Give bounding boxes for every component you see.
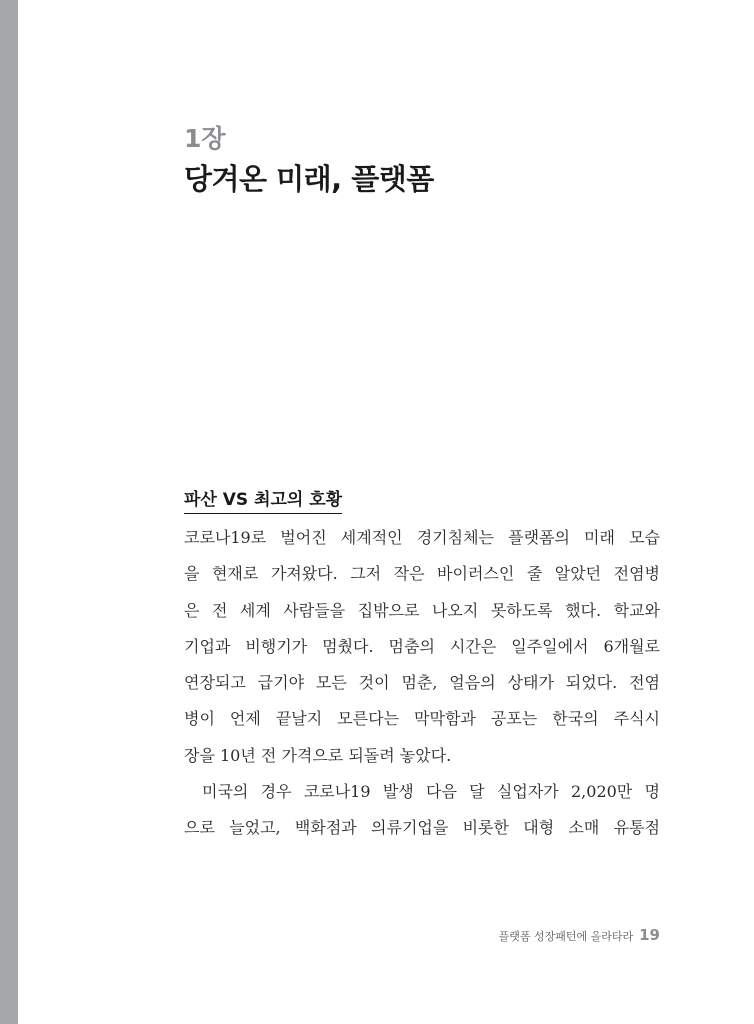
chapter-label: 1장 bbox=[184, 124, 226, 153]
page-footer bbox=[499, 924, 660, 948]
body-line: 연장되고 급기야 모든 것이 멈춘, 얼음의 상태가 되었다. 전염 bbox=[184, 673, 660, 693]
chapter-title: 당겨온 미래, 플랫폼 bbox=[184, 162, 434, 196]
footer-book-title: 플랫폼 성장패턴에 올라타라 bbox=[498, 930, 634, 943]
body-line: 병이 언제 끝날지 모른다는 막막함과 공포는 한국의 주식시 bbox=[184, 709, 660, 729]
page-number: 19 bbox=[639, 926, 660, 944]
body-line: 을 현재로 가져왔다. 그저 작은 바이러스인 줄 알았던 전염병 bbox=[184, 564, 660, 584]
body-line: 장을 10년 전 가격으로 되돌려 놓았다. bbox=[184, 745, 452, 765]
body-text bbox=[184, 520, 660, 847]
body-line: 은 전 세계 사람들을 집밖으로 나오지 못하도록 했다. 학교와 bbox=[184, 600, 660, 620]
section-heading: 파산 VS 최고의 호황 bbox=[184, 488, 342, 514]
body-line: 으로 늘었고, 백화점과 의류기업을 비롯한 대형 소매 유통점 bbox=[184, 818, 660, 838]
body-line: 미국의 경우 코로나19 발생 다음 달 실업자가 2,020만 명 bbox=[202, 782, 660, 802]
body-line: 코로나19로 벌어진 세계적인 경기침체는 플랫폼의 미래 모습 bbox=[184, 528, 660, 547]
page-edge-bar bbox=[0, 0, 18, 1024]
body-line: 기업과 비행기가 멈췄다. 멈춤의 시간은 일주일에서 6개월로 bbox=[184, 636, 660, 656]
